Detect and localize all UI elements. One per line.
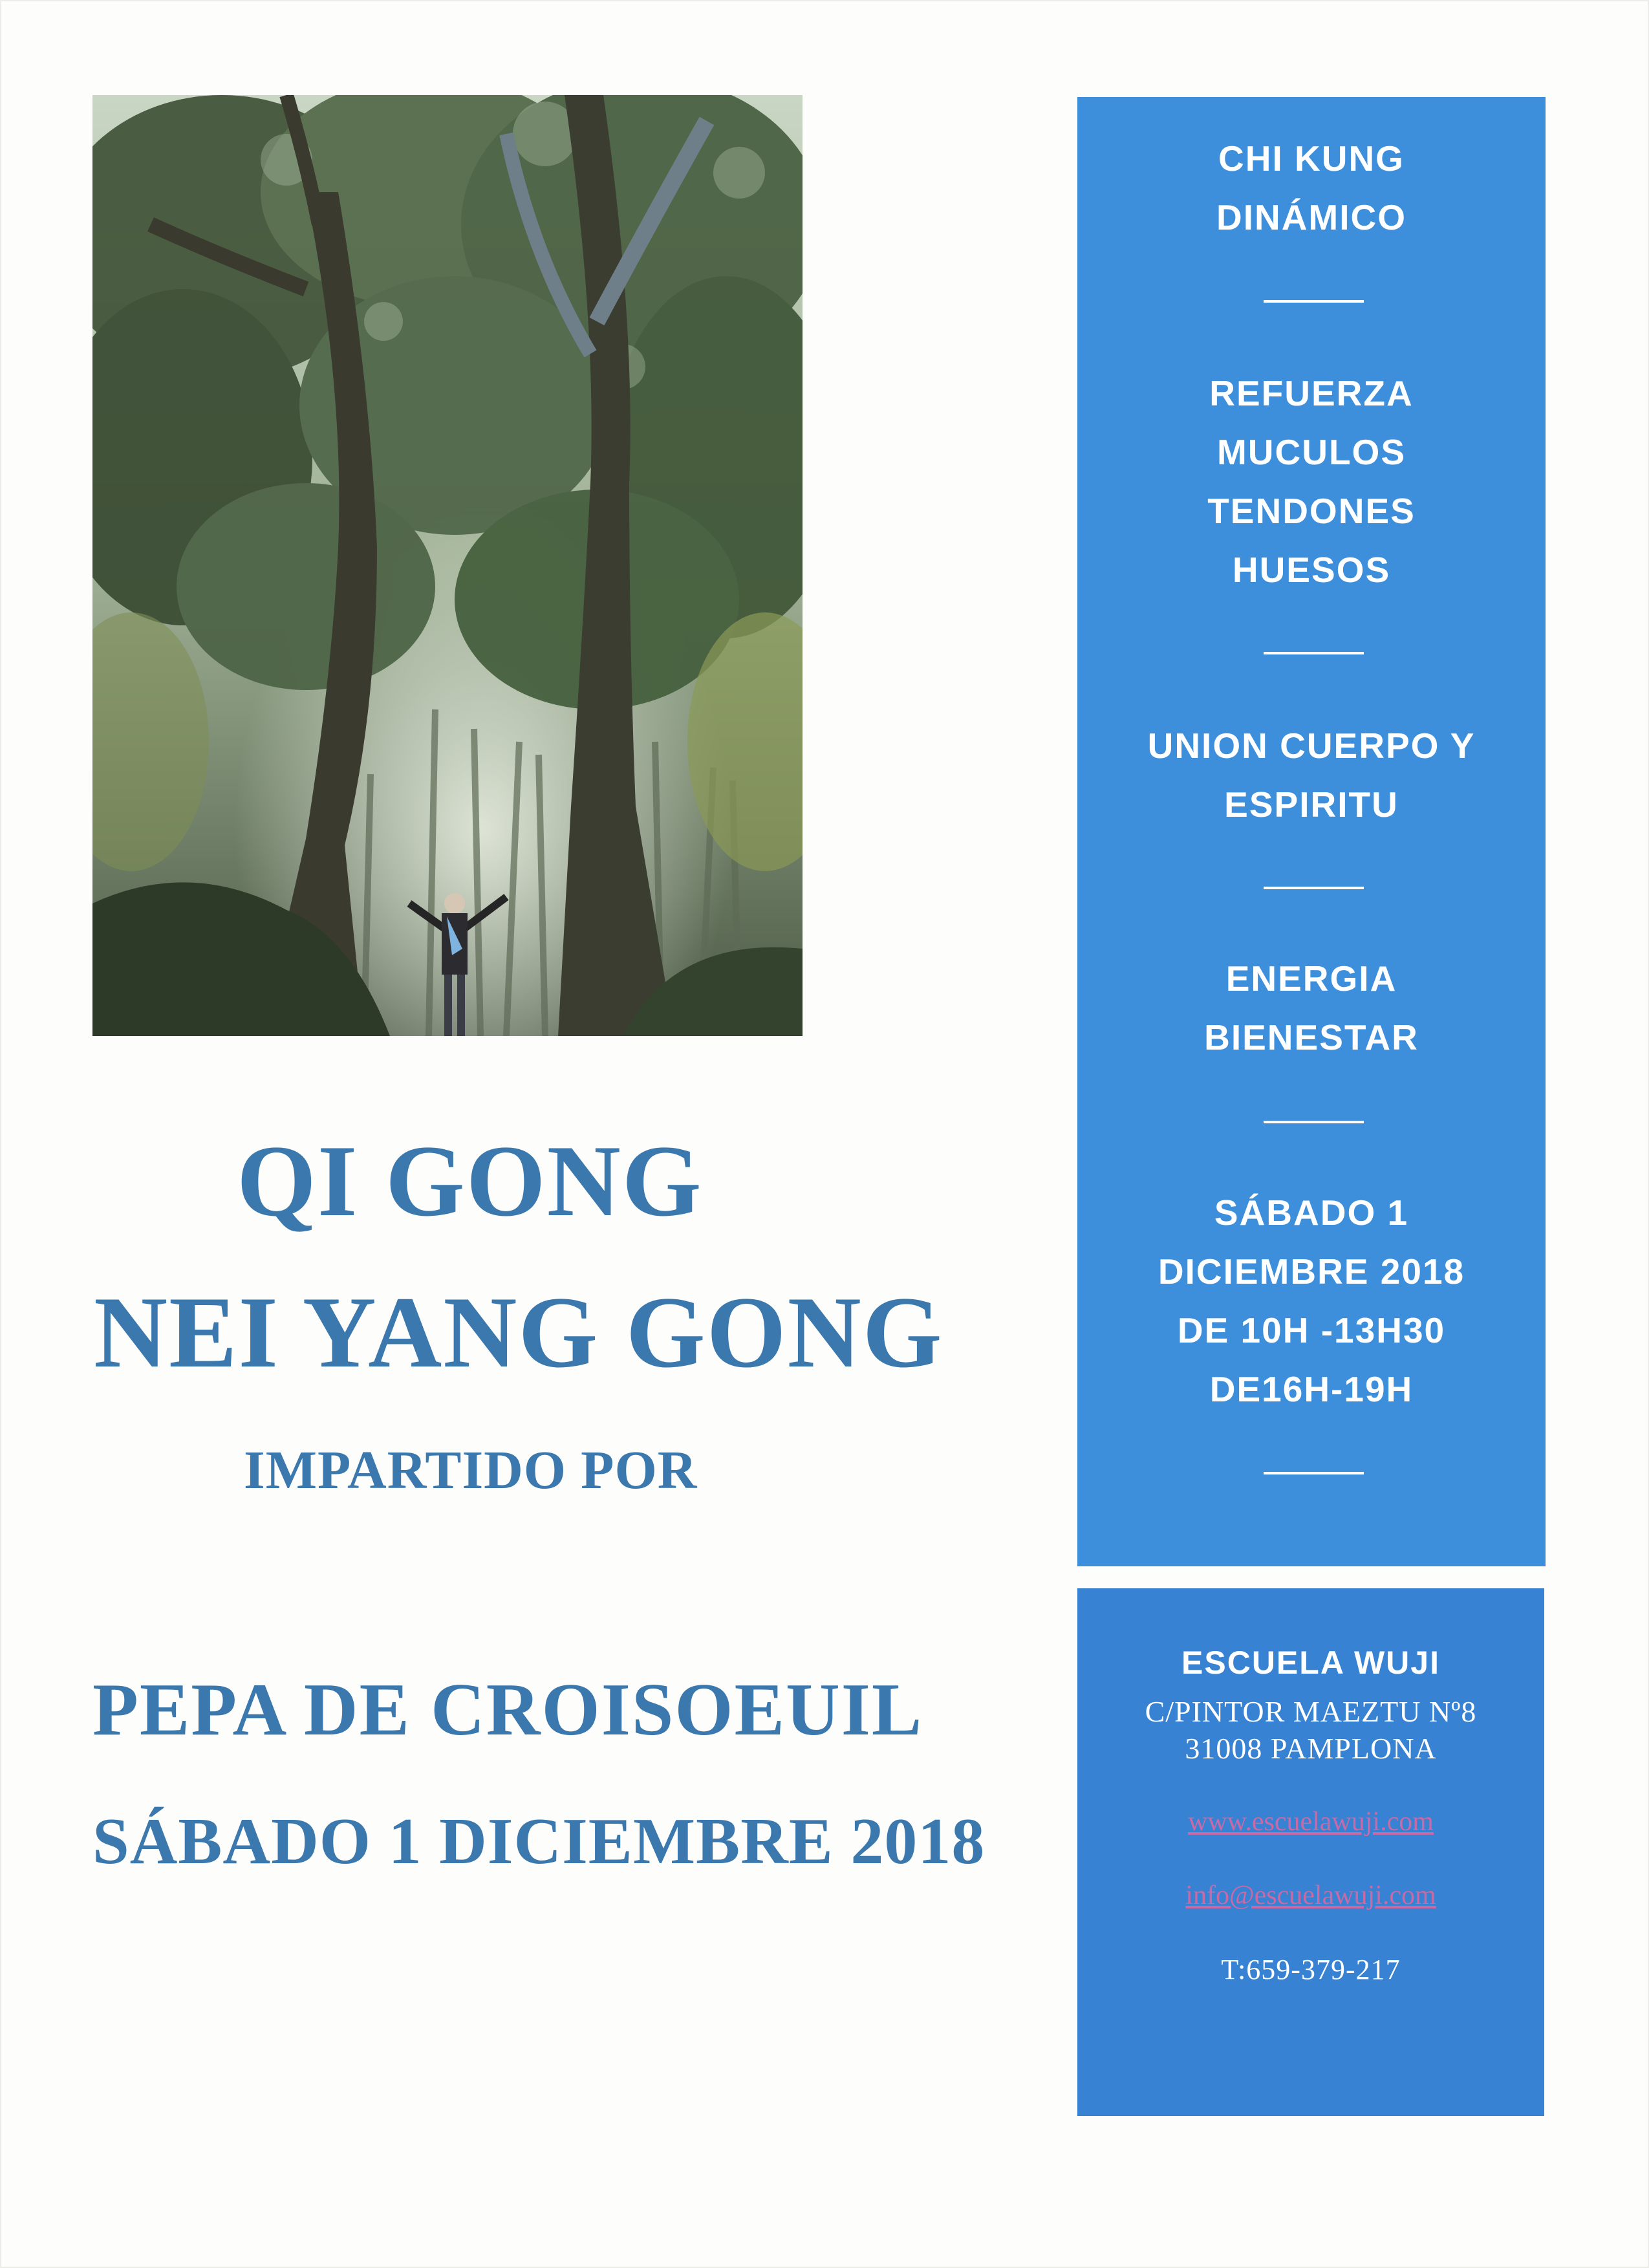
forest-illustration bbox=[92, 95, 803, 1036]
phone-number: T:659-379-217 bbox=[1221, 1954, 1401, 1985]
school-name: ESCUELA WUJI bbox=[1181, 1645, 1440, 1681]
subtitle: NEI YANG GONG bbox=[94, 1276, 943, 1389]
divider-line bbox=[1264, 1472, 1364, 1474]
feature-line: DE16H-19H bbox=[1209, 1369, 1414, 1409]
feature-group-energy bbox=[1077, 949, 1546, 1067]
imparted-by-label: IMPARTIDO POR bbox=[244, 1440, 698, 1500]
feature-group-strength bbox=[1077, 364, 1546, 599]
feature-line: CHI KUNG bbox=[1218, 138, 1405, 178]
email-link[interactable]: info@escuelawuji.com bbox=[1185, 1881, 1436, 1910]
feature-line: SÁBADO 1 bbox=[1214, 1193, 1409, 1233]
feature-line: BIENESTAR bbox=[1204, 1017, 1419, 1057]
divider-line bbox=[1264, 652, 1364, 654]
feature-line: DE 10H -13H30 bbox=[1177, 1310, 1446, 1350]
feature-group-chi-kung bbox=[1077, 129, 1546, 247]
feature-line: UNION CUERPO Y bbox=[1147, 726, 1476, 766]
divider-line bbox=[1264, 1121, 1364, 1123]
address-street: C/PINTOR MAEZTU Nº8 bbox=[1145, 1695, 1477, 1728]
divider-line bbox=[1264, 300, 1364, 303]
address-city: 31008 PAMPLONA bbox=[1185, 1732, 1437, 1765]
forest-photo bbox=[92, 95, 803, 1036]
feature-line: DICIEMBRE 2018 bbox=[1158, 1251, 1465, 1291]
feature-line: HUESOS bbox=[1232, 550, 1391, 590]
feature-line: TENDONES bbox=[1207, 491, 1416, 531]
feature-line: ESPIRITU bbox=[1224, 784, 1399, 825]
website-link[interactable]: www.escuelawuji.com bbox=[1188, 1807, 1434, 1837]
teacher-name: PEPA DE CROISOEUIL bbox=[92, 1669, 923, 1751]
features-panel bbox=[1077, 97, 1546, 1566]
contact-panel bbox=[1077, 1588, 1544, 2116]
feature-line: DINÁMICO bbox=[1216, 197, 1407, 237]
event-date: SÁBADO 1 DICIEMBRE 2018 bbox=[92, 1805, 986, 1878]
feature-group-schedule bbox=[1077, 1183, 1546, 1419]
feature-line: ENERGIA bbox=[1225, 958, 1397, 999]
feature-line: MUCULOS bbox=[1216, 432, 1406, 472]
feature-group-union bbox=[1077, 717, 1546, 834]
feature-line: REFUERZA bbox=[1209, 373, 1414, 413]
title: QI GONG bbox=[237, 1125, 703, 1238]
divider-line bbox=[1264, 887, 1364, 889]
